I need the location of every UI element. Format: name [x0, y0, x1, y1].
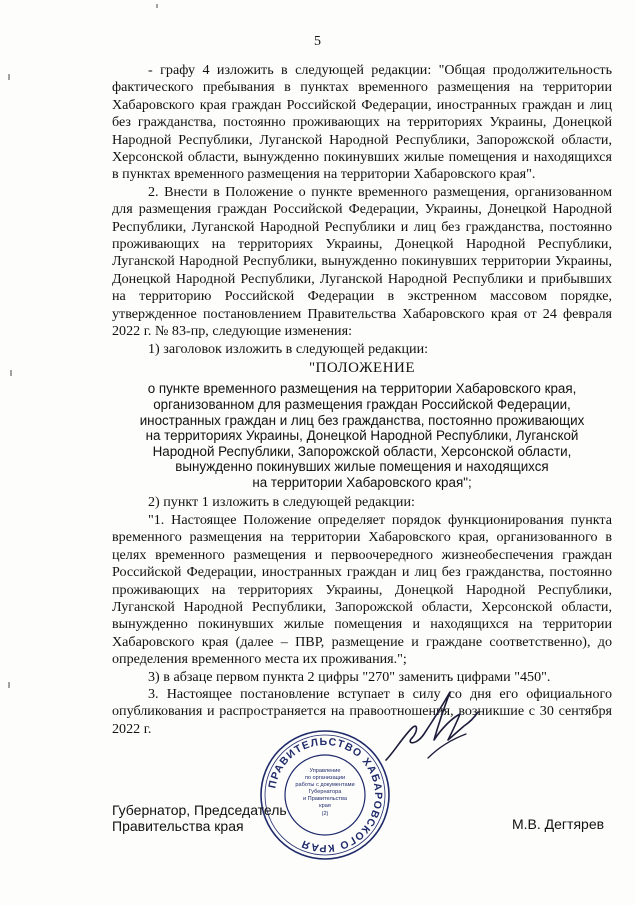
paragraph-subitem2: 2) пункт 1 изложить в следующей редакции: [148, 494, 415, 511]
title-line: на территориях Украины, Донецкой Народной Республики, Луганской [145, 428, 579, 444]
svg-text:ПРАВИТЕЛЬСТВО ХАБАРОВСКОГО КРА [266, 736, 384, 854]
title-line: организованном для размещения граждан Российской Федерации, [153, 396, 571, 412]
title-line: на территории Хабаровского края"; [252, 474, 472, 490]
signatory-title-line: Губернатор, Председатель [112, 802, 287, 818]
stamp-inner-line: Управление [309, 768, 341, 774]
scan-mark [156, 4, 158, 8]
paragraph-item3: 3. Настоящее постановление вступает в силу со дня его официального опубликования и распространяется на правоотношения, возникшие с 30 сентября 2022 г. [112, 685, 612, 737]
paragraph-point1: "1. Настоящее Положение определяет порядок функционирования пункта временного размещения на территории Хабаровского края, организованного в целях временного размещения и первоочередного жизнеобеспечения граждан Российской Федерации, иностранных граждан и лиц без гражданства, постоянно проживающих на территориях Украины, Донецкой Народной Республики, Луганской Народной Республики, Запорожской области, Херсонской области, вынужденно покинувших жилые помещения и находящихся на территории Хабаровского края (далее – ПВР, размещение и граждане соответственно), до определения временного места их проживания."; [112, 511, 612, 668]
scan-mark [8, 74, 10, 80]
paragraph-item2: 2. Внести в Положение о пункте временного размещения, организованном для размещения граждан Российской Федерации, Украины, Донецкой Народной Республики, Луганской Народной Республики и лиц без гражданства, постоянно проживающих на территориях Украины, Донецкой Народной Республики, Луганской Народной Республики, вынужденно покинувших территории Украины, Донецкой Народной Республики, Луганской Народной Республики и прибывших на территорию Российской Федерации в экстренном массовом порядке, утвержденное постановлением Правительства Хабаровского края от 24 февраля 2022 г. № 83-пр, следующие изменения: [112, 183, 612, 340]
signatory-name: М.В. Дегтярев [512, 816, 605, 832]
signatory-title [112, 802, 287, 834]
paragraph-subitem3: 3) в абзаце первом пункта 2 цифры "270" заменить цифрами "450". [148, 668, 551, 685]
page-number: 5 [314, 34, 321, 49]
scan-mark [8, 682, 10, 688]
stamp-inner-line: работы с документами [295, 782, 355, 788]
stamp-inner-line: края [319, 803, 331, 809]
stamp-inner-line: и Правительства [303, 796, 347, 802]
official-stamp [258, 728, 392, 862]
title-line: иностранных граждан и лиц без гражданства, постоянно проживающих [139, 412, 585, 428]
document-body [112, 62, 612, 738]
stamp-inner-line: (2) [321, 811, 329, 817]
title-line: о пункте временного размещения на территории Хабаровского края, [147, 381, 577, 397]
stamp-inner-line: по организации [304, 775, 346, 781]
paragraph-graph4: - графу 4 изложить в следующей редакции: "Общая продолжительность фактического пребывания в пунктах временного размещения на территории Хабаровского края граждан Российской Федерации, иностранных граждан и лиц без гражданства, постоянно проживающих на территориях Украины, Донецкой Народной Республики, Луганской Народной Республики, Запорожской области, Херсонской области, вынужденно покинувших жилые помещения и находящихся в пунктах временного размещения на территории Хабаровского края". [112, 62, 612, 183]
polozhenie-heading: "ПОЛОЖЕНИЕ [308, 359, 416, 376]
paragraph-subitem1: 1) заголовок изложить в следующей редакции: [148, 340, 429, 357]
title-line: Народной Республики, Запорожской области, Херсонской области, [152, 443, 572, 459]
polozhenie-title-block [112, 381, 612, 490]
scan-mark [10, 370, 12, 376]
signatory-title-line: Правительства края [112, 818, 244, 834]
title-line: вынужденно покинувших жилые помещения и находящихся [175, 459, 549, 475]
stamp-ring-text: ПРАВИТЕЛЬСТВО ХАБАРОВСКОГО КРАЯ [266, 735, 385, 855]
stamp-inner-line: Губернатора [308, 789, 342, 795]
